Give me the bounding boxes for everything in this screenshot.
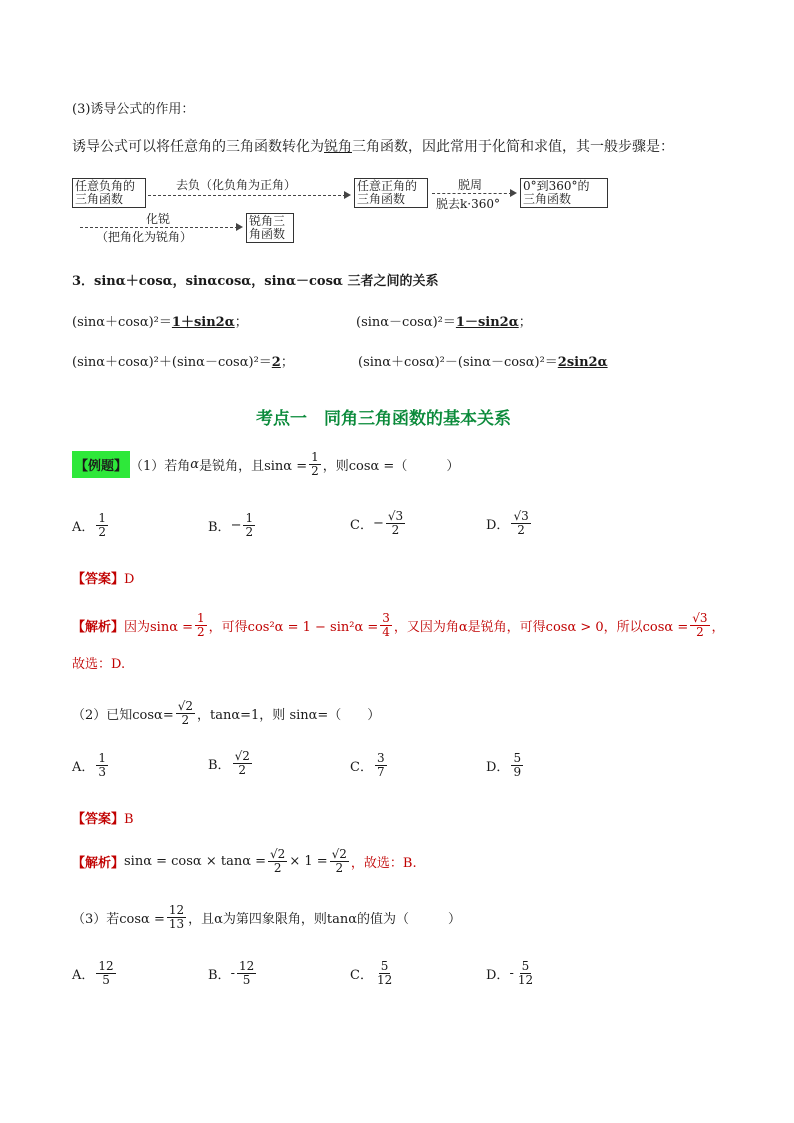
- formula-sep: ；: [280, 355, 294, 370]
- flow-label-tuozhou: 脱周: [458, 178, 483, 192]
- flow-box-line: 三角函数: [75, 192, 124, 206]
- flow-box-negative: [72, 178, 146, 208]
- formula-rhs: 1－sin2α: [455, 315, 519, 330]
- intro-text-tail: 三角函数，因此常用于化简和求值，其一般步骤是：: [352, 139, 674, 155]
- flow-box-acute: [246, 213, 294, 243]
- q1-stem: [72, 451, 459, 478]
- q1-stem-text: ，则cosα =（ ）: [322, 459, 460, 474]
- answer-tag: 【答案】: [72, 572, 125, 587]
- formula-lhs: (sinα＋cosα)²－(sinα－cosα)²＝: [358, 355, 558, 370]
- answer-tag: 【答案】: [72, 812, 125, 827]
- flow-label-tuoqu: 脱去k·360°: [436, 197, 500, 211]
- flow-box-line: 任意正角的: [357, 179, 418, 193]
- q1-answer: [72, 568, 134, 587]
- formula-2: [356, 311, 532, 330]
- formula-lhs: (sinα＋cosα)²＋(sinα－cosα)²＝: [72, 355, 272, 370]
- q2-answer: [72, 808, 134, 827]
- flow-box-line: 三角函数: [357, 192, 406, 206]
- formula-rhs: 2sin2α: [557, 355, 608, 370]
- analysis-tag: 【解析】: [72, 619, 125, 635]
- formula-4: [358, 351, 608, 370]
- arrow-right-icon: [236, 223, 243, 231]
- intro-text: 诱导公式可以将任意角的三角函数转化为: [72, 139, 324, 155]
- flow-box-line: 锐角三: [249, 214, 286, 228]
- formula-lhs: (sinα－cosα)²＝: [356, 315, 456, 330]
- formula-3: [72, 351, 294, 370]
- formula-rhs: 1＋sin2α: [171, 315, 235, 330]
- analysis-tag: 【解析】: [72, 855, 125, 871]
- flow-box-line: 三角函数: [523, 192, 572, 206]
- formula-sep: ；: [234, 315, 248, 330]
- q1-stem-text: （1）若角: [130, 459, 191, 474]
- option-c[interactable]: C． − $\frac{√3}{2}$: [350, 509, 404, 537]
- option-d[interactable]: D． $\frac{√3}{2}$: [486, 509, 529, 537]
- fraction-1-2: $\frac{1}{2}$: [311, 450, 319, 478]
- q3-stem: （3）若cosα = $\frac{12}{13}$ ，且α为第四象限角，则tanα的值为（ ）: [72, 903, 462, 931]
- option-b[interactable]: B． $\frac{√2}{2}$: [208, 749, 250, 777]
- sub-heading: (3)诱导公式的作用：: [72, 102, 195, 117]
- option-a[interactable]: A． $\frac{1}{3}$: [72, 751, 107, 779]
- formula-1: [72, 311, 248, 330]
- option-a[interactable]: A． $\frac{12}{5}$: [72, 959, 114, 987]
- q1-answer-value: D: [124, 572, 135, 587]
- option-b[interactable]: B． - $\frac{12}{5}$: [208, 959, 255, 987]
- flow-label-huarui: 化锐: [146, 212, 171, 226]
- flow-box-line: 任意负角的: [75, 179, 136, 193]
- example-tag: 【例题】: [72, 451, 130, 478]
- formula-lhs: (sinα＋cosα)²＝: [72, 315, 172, 330]
- flow-box-0-360: [520, 178, 608, 208]
- q1-analysis: 【解析】 因为sinα = $\frac{1}{2}$ ，可得cos²α = 1 − sin²α = $\frac{3}{4}$ ，又因为角α是锐角，可得cosα > 0，所以cosα = $\frac{√3}{2}$ ，: [72, 611, 725, 639]
- q1-alpha: α: [190, 457, 200, 472]
- flow-box-line: 0°到360°的: [523, 179, 590, 193]
- option-b[interactable]: B． − $\frac{1}{2}$: [208, 511, 254, 539]
- q2-stem: （2）已知cosα= $\frac{√2}{2}$ ，tanα=1，则 sinα=（ ）: [72, 699, 381, 727]
- option-a[interactable]: A． $\frac{1}{2}$: [72, 511, 107, 539]
- arrow-right-icon: [510, 189, 517, 197]
- flow-label-qufu: 去负（化负角为正角）: [176, 178, 297, 192]
- intro-emphasis: 锐角: [324, 139, 352, 155]
- flow-box-line: 角函数: [249, 227, 286, 241]
- arrow-right-icon: [344, 191, 351, 199]
- q1-analysis-tail: 故选：D.: [72, 657, 126, 672]
- option-c[interactable]: C． $\frac{5}{12}$: [350, 959, 393, 987]
- flow-arrow-1: [148, 195, 346, 196]
- option-d[interactable]: D． - $\frac{5}{12}$: [486, 959, 534, 987]
- q2-analysis: 【解析】 sinα = cosα × tanα = $\frac{√2}{2}$ × 1 = $\frac{√2}{2}$ ，故选：B.: [72, 847, 417, 875]
- kaodian-title: 考点一 同角三角函数的基本关系: [256, 409, 511, 429]
- option-d[interactable]: D． $\frac{5}{9}$: [486, 751, 522, 779]
- formula-sep: ；: [518, 315, 532, 330]
- flow-label-baje: （把角化为锐角）: [96, 230, 193, 244]
- q2-answer-value: B: [124, 812, 134, 827]
- section3-heading: 3．sinα＋cosα，sinαcosα，sinα－cosα 三者之间的关系: [72, 274, 439, 289]
- intro-paragraph: [72, 136, 674, 156]
- q1-stem-text: 是锐角，且sinα =: [199, 459, 308, 474]
- flow-box-positive: [354, 178, 428, 208]
- option-c[interactable]: C． $\frac{3}{7}$: [350, 751, 385, 779]
- formula-rhs: 2: [271, 355, 281, 370]
- flow-arrow-2: [432, 193, 512, 194]
